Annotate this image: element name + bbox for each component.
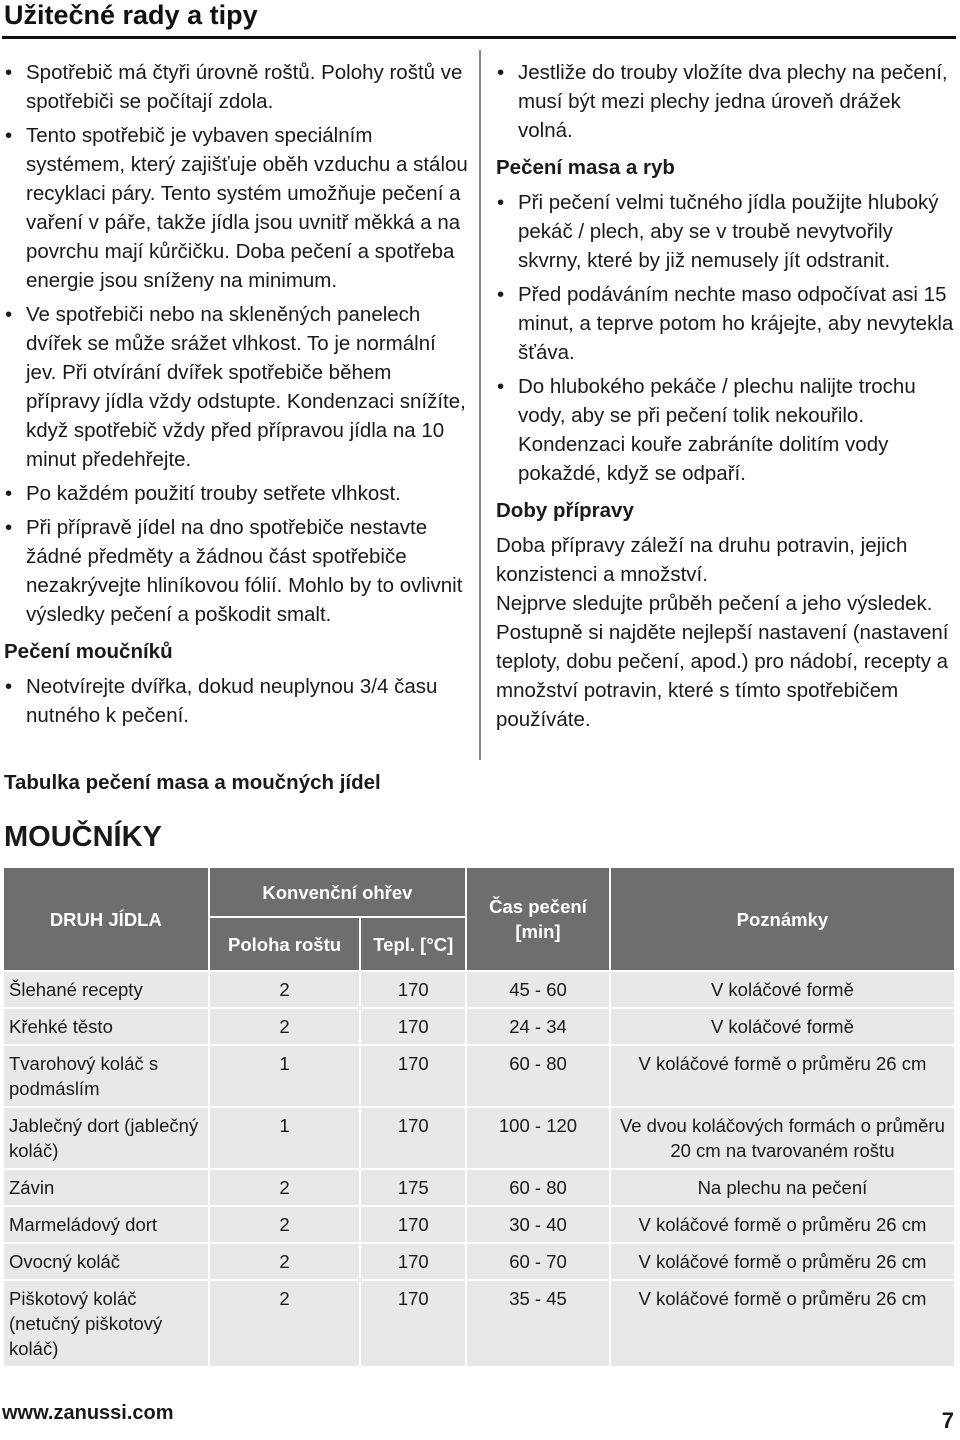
bullet-icon: • <box>497 191 505 214</box>
cell-time: 24 - 34 <box>466 1008 610 1045</box>
cell-notes: V koláčové formě <box>610 1008 955 1045</box>
cell-shelf: 2 <box>209 1206 361 1243</box>
cell-notes: V koláčové formě <box>610 971 955 1008</box>
cell-time: 45 - 60 <box>466 971 610 1008</box>
header-conventional-heating: Konvenční ohřev <box>209 867 466 917</box>
tip-text: Před podáváním nechte maso odpočívat asi 15 minut, a teprve potom ho krájejte, aby nevytekla šťáva. <box>518 283 954 364</box>
meat-heading: Pečení masa a ryb <box>496 156 675 179</box>
table-row <box>3 1206 955 1243</box>
cell-time: 100 - 120 <box>466 1107 610 1169</box>
cell-temp: 170 <box>360 1280 466 1367</box>
bullet-icon: • <box>5 482 13 505</box>
time-paragraph: Doba přípravy záleží na druhu potravin, jejich konzistenci a množství. <box>496 534 908 586</box>
cell-temp: 170 <box>360 1008 466 1045</box>
table-row <box>3 1243 955 1280</box>
tip-text: Tento spotřebič je vybaven speciálním systémem, který zajišťuje oběh vzduchu a stálou recyklaci páry. Tento systém umožňuje pečení a vaření v páře, takže jídla jsou uvnitř měkká a na povrchu mají kůrčičku. Doba pečení a spotřeba energie jsou sníženy na minimum. <box>26 124 468 292</box>
cell-notes: V koláčové formě o průměru 26 cm <box>610 1045 955 1107</box>
bullet-icon: • <box>497 283 505 306</box>
tip-text: Po každém použití trouby setřete vlhkost. <box>26 482 401 505</box>
cell-time: 60 - 70 <box>466 1243 610 1280</box>
cell-notes: V koláčové formě o průměru 26 cm <box>610 1206 955 1243</box>
cell-food-name: Marmeládový dort <box>3 1206 209 1243</box>
cell-shelf: 2 <box>209 1169 361 1206</box>
list-item <box>4 513 470 629</box>
cell-food-name: Šlehané recepty <box>3 971 209 1008</box>
meat-list <box>496 188 958 488</box>
cell-shelf: 1 <box>209 1107 361 1169</box>
tip-text: Spotřebič má čtyři úrovně roštů. Polohy roštů ve spotřebiči se počítají zdola. <box>26 61 463 113</box>
list-item <box>496 58 958 145</box>
cell-food-name: Závin <box>3 1169 209 1206</box>
tip-text: Při přípravě jídel na dno spotřebiče nestavte žádné předměty a žádnou část spotřebiče nezakrývejte hliníkovou fólií. Mohlo by to ovlivnit výsledky pečení a poškodit smalt. <box>26 516 463 626</box>
right-column <box>496 58 958 734</box>
cell-time: 30 - 40 <box>466 1206 610 1243</box>
tips-list-right <box>496 58 958 145</box>
tip-text: Jestliže do trouby vložíte dva plechy na pečení, musí být mezi plechy jedna úroveň drážek volná. <box>518 61 948 142</box>
header-time: Čas pečení [min] <box>466 867 610 971</box>
table-row <box>3 971 955 1008</box>
header-notes: Poznámky <box>610 867 955 971</box>
cell-temp: 170 <box>360 971 466 1008</box>
tip-text: Při pečení velmi tučného jídla použijte hluboký pekáč / plech, aby se v troubě nevytvořily skvrny, které by již nemusely jít odstranit. <box>518 191 939 272</box>
baking-table <box>2 866 956 1368</box>
cell-temp: 170 <box>360 1243 466 1280</box>
cell-time: 60 - 80 <box>466 1169 610 1206</box>
tip-text: Do hlubokého pekáče / plechu nalijte trochu vody, aby se při pečení tolik nekouřilo. Kondenzaci kouře zabráníte dolitím vody pokaždé, když se odpaří. <box>518 375 916 485</box>
cell-shelf: 2 <box>209 1008 361 1045</box>
table-row <box>3 1045 955 1107</box>
cell-food-name: Piškotový koláč (netučný piškotový koláč) <box>3 1280 209 1367</box>
list-item <box>4 121 470 295</box>
header-food-type: DRUH JÍDLA <box>3 867 209 971</box>
cell-notes: Na plechu na pečení <box>610 1169 955 1206</box>
cell-notes: Ve dvou koláčových formách o průměru 20 cm na tvarovaném roštu <box>610 1107 955 1169</box>
section-heading: MOUČNÍKY <box>4 821 162 853</box>
cell-shelf: 2 <box>209 1280 361 1367</box>
list-item <box>496 372 958 488</box>
bullet-icon: • <box>5 303 13 326</box>
list-item <box>4 672 470 730</box>
list-item <box>4 479 470 508</box>
table-row <box>3 1169 955 1206</box>
bullet-icon: • <box>5 675 13 698</box>
page-title: Užitečné rady a tipy <box>4 0 258 30</box>
cell-temp: 170 <box>360 1045 466 1107</box>
cell-shelf: 1 <box>209 1045 361 1107</box>
cell-food-name: Křehké těsto <box>3 1008 209 1045</box>
table-row <box>3 1280 955 1367</box>
time-paragraph: Nejprve sledujte průběh pečení a jeho výsledek. Postupně si najděte nejlepší nastavení (nastavení teploty, dobu pečení, apod.) pro nádobí, recepty a množství potravin, které s tímto spotřebičem používáte. <box>496 592 949 731</box>
title-rule <box>2 36 956 39</box>
header-temp: Tepl. [°C] <box>360 917 466 971</box>
list-item <box>496 188 958 275</box>
cell-notes: V koláčové formě o průměru 26 cm <box>610 1280 955 1367</box>
column-divider <box>479 50 481 760</box>
table-title: Tabulka pečení masa a moučných jídel <box>4 771 381 794</box>
page-number: 7 <box>941 1408 954 1433</box>
tip-text: Neotvírejte dvířka, dokud neuplynou 3/4 času nutného k pečení. <box>26 675 438 727</box>
list-item <box>4 300 470 474</box>
list-item <box>4 58 470 116</box>
table-body <box>3 971 955 1367</box>
time-heading: Doby přípravy <box>496 499 634 522</box>
bullet-icon: • <box>5 61 13 84</box>
bullet-icon: • <box>5 516 13 539</box>
footer-url[interactable]: www.zanussi.com <box>2 1402 174 1424</box>
cell-notes: V koláčové formě o průměru 26 cm <box>610 1243 955 1280</box>
cell-food-name: Ovocný koláč <box>3 1243 209 1280</box>
left-column <box>4 58 470 735</box>
baking-heading: Pečení moučníků <box>4 640 173 663</box>
baking-list <box>4 672 470 730</box>
cell-time: 60 - 80 <box>466 1045 610 1107</box>
list-item <box>496 280 958 367</box>
cell-food-name: Tvarohový koláč s podmáslím <box>3 1045 209 1107</box>
cell-temp: 170 <box>360 1206 466 1243</box>
cell-food-name: Jablečný dort (jablečný koláč) <box>3 1107 209 1169</box>
cell-shelf: 2 <box>209 971 361 1008</box>
cell-time: 35 - 45 <box>466 1280 610 1367</box>
bullet-icon: • <box>497 61 505 84</box>
header-shelf: Poloha roštu <box>209 917 361 971</box>
bullet-icon: • <box>497 375 505 398</box>
cell-temp: 175 <box>360 1169 466 1206</box>
tips-list <box>4 58 470 629</box>
tip-text: Ve spotřebiči nebo na skleněných panelech dvířek se může srážet vlhkost. To je normální jev. Při otvírání dvířek spotřebiče během přípravy jídla vždy odstupte. Kondenzaci snížíte, když spotřebič vždy před přípravou jídla na 10 minut předehřejte. <box>26 303 466 471</box>
cell-temp: 170 <box>360 1107 466 1169</box>
table-row <box>3 1008 955 1045</box>
table-row <box>3 1107 955 1169</box>
cell-shelf: 2 <box>209 1243 361 1280</box>
bullet-icon: • <box>5 124 13 147</box>
